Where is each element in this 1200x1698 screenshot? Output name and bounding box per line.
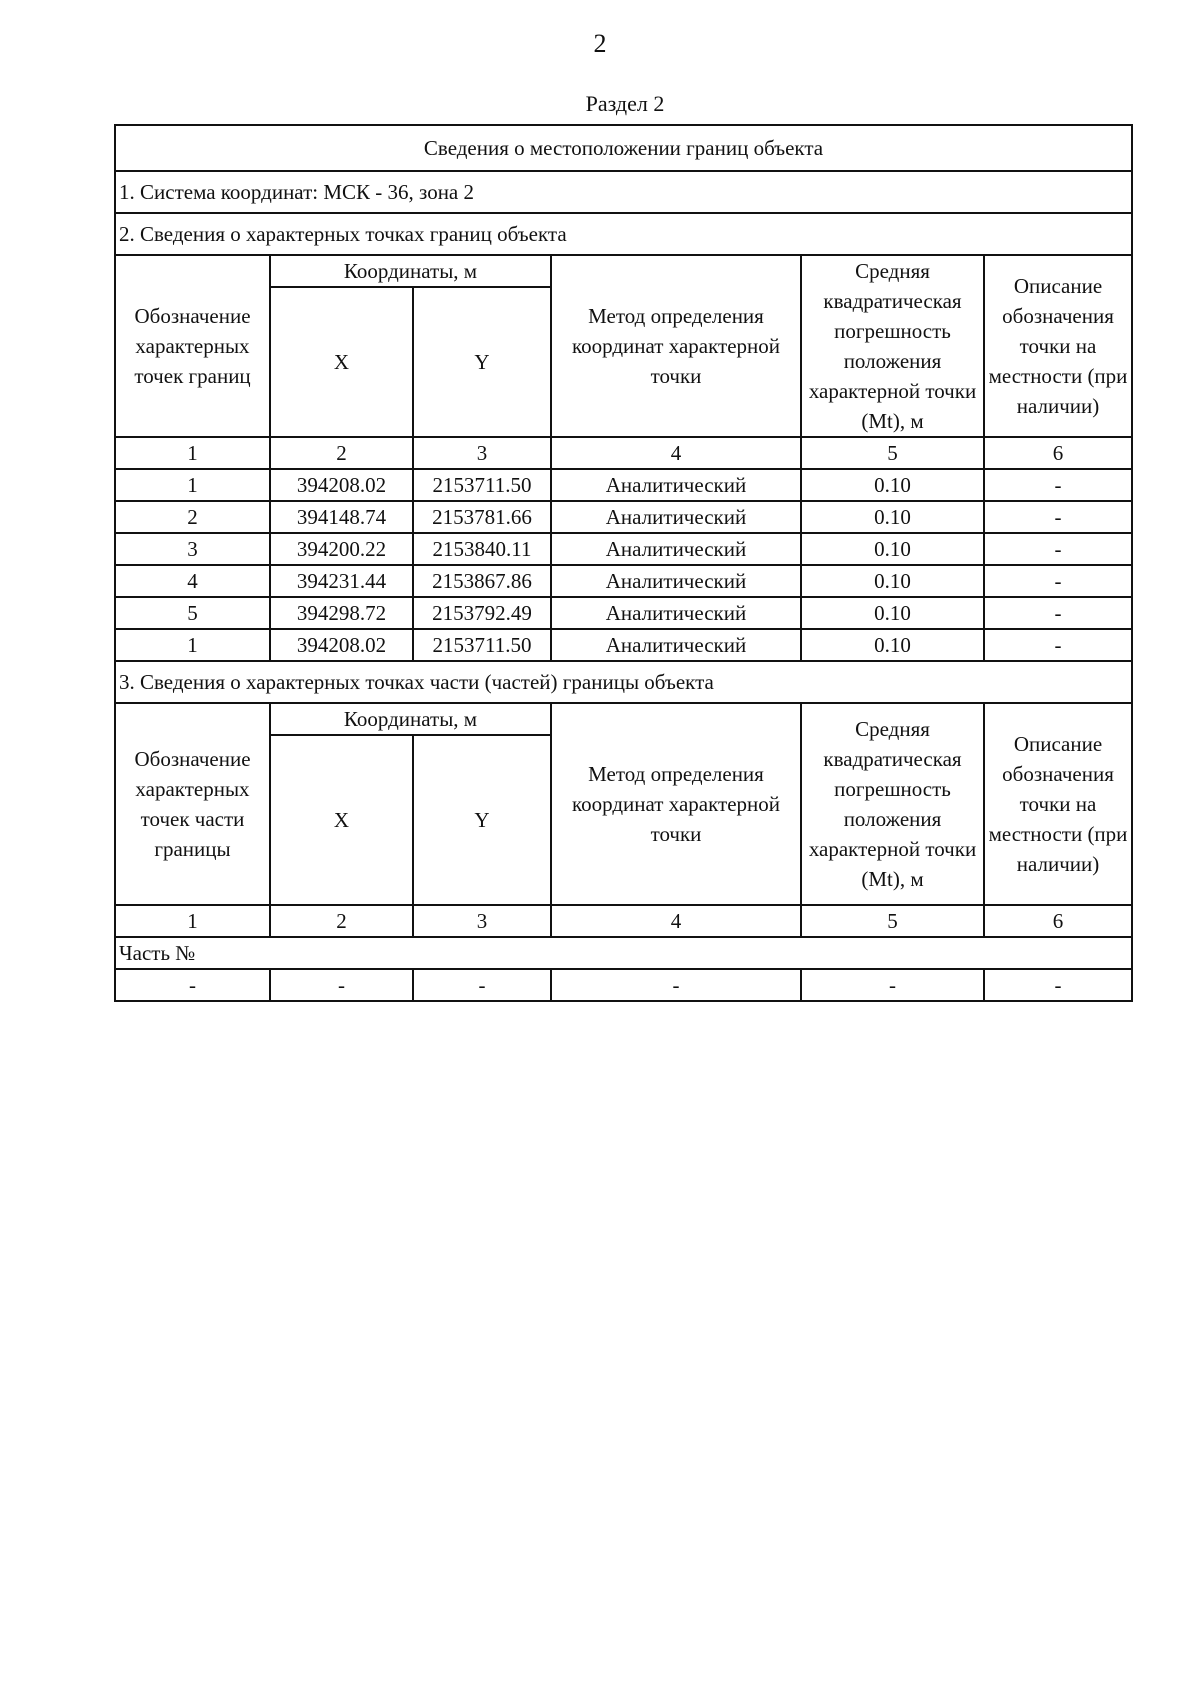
point-description: - xyxy=(984,629,1132,661)
point-method: Аналитический xyxy=(551,565,801,597)
table-row xyxy=(115,597,1132,629)
point-mt: 0.10 xyxy=(801,597,984,629)
column-number: 3 xyxy=(413,437,551,469)
point-mt: 0.10 xyxy=(801,629,984,661)
parts-column-numbers xyxy=(115,905,1132,937)
table-row xyxy=(115,533,1132,565)
part-cell: - xyxy=(801,969,984,1001)
column-number: 2 xyxy=(270,437,413,469)
table-title-row xyxy=(115,125,1132,171)
parts-header-designation: Обозначение характерных точек части границы xyxy=(115,703,270,905)
point-y: 2153711.50 xyxy=(413,469,551,501)
point-id: 2 xyxy=(115,501,270,533)
points-heading-row xyxy=(115,213,1132,255)
part-label-row xyxy=(115,937,1132,969)
point-id: 1 xyxy=(115,469,270,501)
points-heading: 2. Сведения о характерных точках границ объекта xyxy=(115,213,1132,255)
point-x: 394208.02 xyxy=(270,629,413,661)
table-row xyxy=(115,565,1132,597)
table-title: Сведения о местоположении границ объекта xyxy=(115,125,1132,171)
parts-header-coordinates: Координаты, м xyxy=(270,703,551,735)
point-id: 4 xyxy=(115,565,270,597)
part-cell: - xyxy=(551,969,801,1001)
point-mt: 0.10 xyxy=(801,565,984,597)
part-cell: - xyxy=(984,969,1132,1001)
points-column-numbers xyxy=(115,437,1132,469)
column-number: 3 xyxy=(413,905,551,937)
parts-header-row-1 xyxy=(115,703,1132,735)
point-id: 1 xyxy=(115,629,270,661)
point-y: 2153781.66 xyxy=(413,501,551,533)
points-header-row-1 xyxy=(115,255,1132,287)
parts-heading: 3. Сведения о характерных точках части (частей) границы объекта xyxy=(115,661,1132,703)
part-cell: - xyxy=(115,969,270,1001)
coord-system-row xyxy=(115,171,1132,213)
header-y: Y xyxy=(413,287,551,437)
header-x: X xyxy=(270,287,413,437)
point-x: 394148.74 xyxy=(270,501,413,533)
column-number: 1 xyxy=(115,905,270,937)
column-number: 4 xyxy=(551,905,801,937)
point-x: 394298.72 xyxy=(270,597,413,629)
point-description: - xyxy=(984,533,1132,565)
part-cell: - xyxy=(413,969,551,1001)
header-error: Средняя квадратическая погрешность положения характерной точки (Mt), м xyxy=(801,255,984,437)
parts-header-description: Описание обозначения точки на местности (при наличии) xyxy=(984,703,1132,905)
header-description: Описание обозначения точки на местности (при наличии) xyxy=(984,255,1132,437)
column-number: 6 xyxy=(984,905,1132,937)
point-x: 394231.44 xyxy=(270,565,413,597)
point-method: Аналитический xyxy=(551,597,801,629)
parts-header-x: X xyxy=(270,735,413,905)
point-method: Аналитический xyxy=(551,469,801,501)
parts-header-method: Метод определения координат характерной точки xyxy=(551,703,801,905)
point-method: Аналитический xyxy=(551,629,801,661)
point-mt: 0.10 xyxy=(801,501,984,533)
point-y: 2153867.86 xyxy=(413,565,551,597)
point-x: 394208.02 xyxy=(270,469,413,501)
table-row xyxy=(115,469,1132,501)
column-number: 4 xyxy=(551,437,801,469)
header-coordinates: Координаты, м xyxy=(270,255,551,287)
column-number: 2 xyxy=(270,905,413,937)
parts-heading-row xyxy=(115,661,1132,703)
point-description: - xyxy=(984,501,1132,533)
part-cell: - xyxy=(270,969,413,1001)
point-description: - xyxy=(984,597,1132,629)
page-number: 2 xyxy=(593,29,607,58)
point-mt: 0.10 xyxy=(801,533,984,565)
boundary-table-wrapper xyxy=(114,124,1133,1002)
section-label: Раздел 2 xyxy=(585,91,665,116)
point-y: 2153840.11 xyxy=(413,533,551,565)
point-description: - xyxy=(984,469,1132,501)
parts-header-y: Y xyxy=(413,735,551,905)
point-id: 3 xyxy=(115,533,270,565)
header-designation: Обозначение характерных точек границ xyxy=(115,255,270,437)
point-description: - xyxy=(984,565,1132,597)
boundary-table xyxy=(114,124,1133,1002)
header-method: Метод определения координат характерной точки xyxy=(551,255,801,437)
parts-header-error: Средняя квадратическая погрешность положения характерной точки (Mt), м xyxy=(801,703,984,905)
table-row xyxy=(115,629,1132,661)
point-id: 5 xyxy=(115,597,270,629)
column-number: 5 xyxy=(801,905,984,937)
table-row xyxy=(115,969,1132,1001)
column-number: 5 xyxy=(801,437,984,469)
point-y: 2153792.49 xyxy=(413,597,551,629)
point-mt: 0.10 xyxy=(801,469,984,501)
table-row xyxy=(115,501,1132,533)
point-method: Аналитический xyxy=(551,501,801,533)
point-y: 2153711.50 xyxy=(413,629,551,661)
point-method: Аналитический xyxy=(551,533,801,565)
coord-system: 1. Система координат: МСК - 36, зона 2 xyxy=(115,171,1132,213)
part-label: Часть № xyxy=(115,937,1132,969)
point-x: 394200.22 xyxy=(270,533,413,565)
column-number: 6 xyxy=(984,437,1132,469)
column-number: 1 xyxy=(115,437,270,469)
